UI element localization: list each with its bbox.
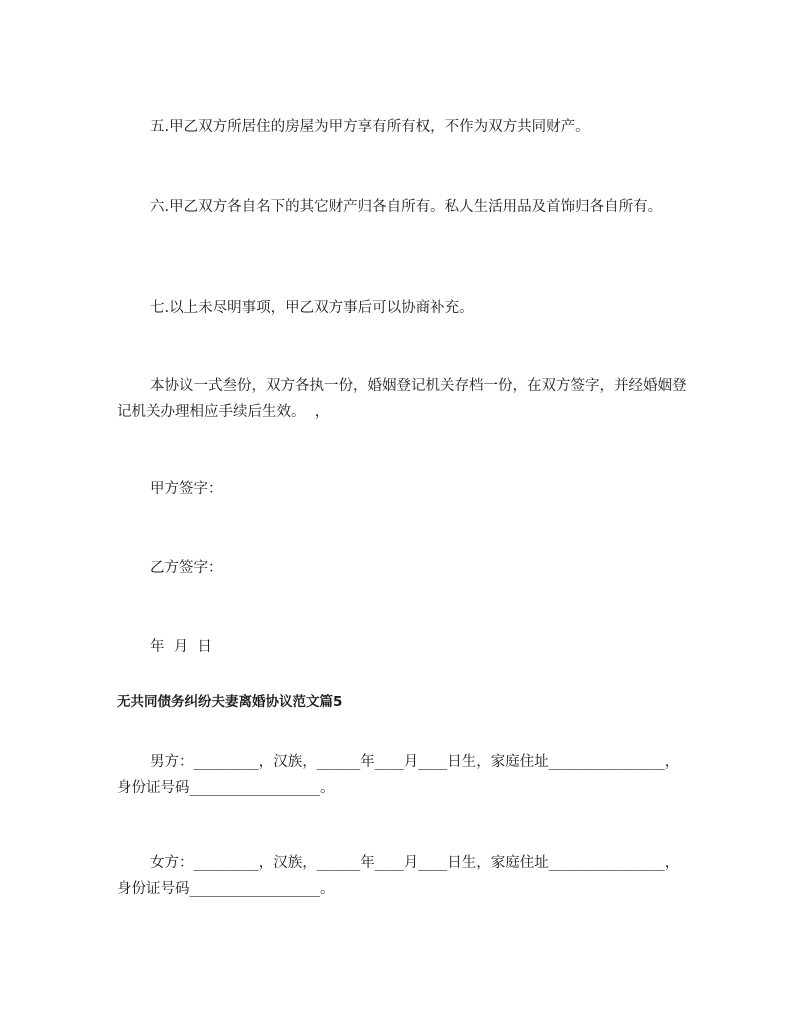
party-b-signature: 乙方签字： xyxy=(150,560,223,576)
section-heading: 无共同债务纠纷夫妻离婚协议范文篇5 xyxy=(117,694,343,710)
clause-5: 五.甲乙双方所居住的房屋为甲方享有所有权，不作为双方共同财产。 xyxy=(150,119,590,135)
closing-paragraph: 本协议一式叁份，双方各执一份，婚姻登记机关存档一份，在双方签字，并经婚姻登记机关办理相应手续后生效。 ， xyxy=(117,378,687,420)
clause-7: 七.以上未尽明事项，甲乙双方事后可以协商补充。 xyxy=(150,300,474,316)
female-party-info: 女方：_________，汉族，______年____月____日生，家庭住址________________，身份证号码__________________。 xyxy=(117,855,680,897)
clause-6: 六.甲乙双方各自名下的其它财产归各自所有。私人生活用品及首饰归各自所有。 xyxy=(150,199,663,215)
date-line: 年 月 日 xyxy=(150,639,212,655)
male-party-info: 男方：_________，汉族，______年____月____日生，家庭住址________________，身份证号码__________________。 xyxy=(117,754,680,796)
party-a-signature: 甲方签字： xyxy=(150,481,223,497)
